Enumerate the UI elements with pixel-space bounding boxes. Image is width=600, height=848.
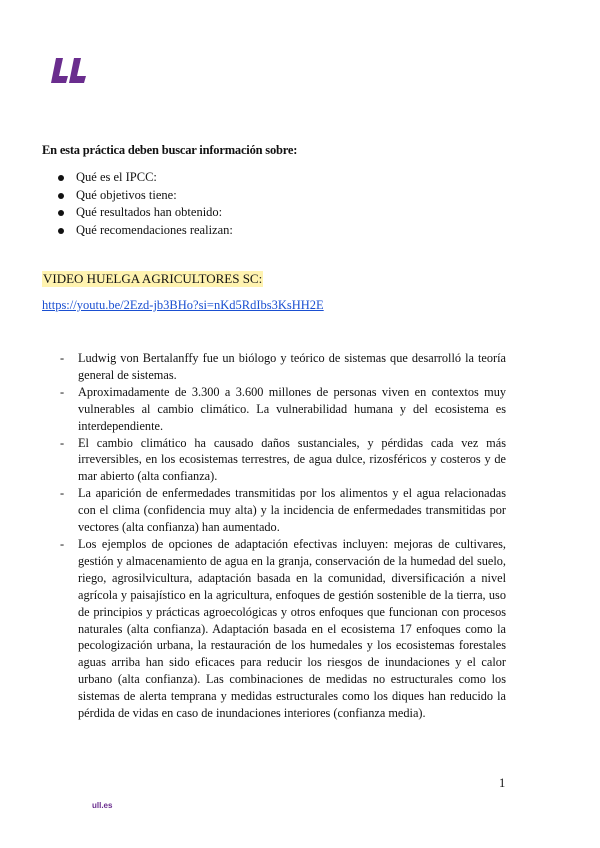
bullet-icon: [58, 175, 64, 181]
list-item: [60, 536, 506, 722]
bullet-icon: [58, 228, 64, 234]
dash-bullet: -: [60, 536, 65, 551]
footer-brand: ull.es: [92, 801, 113, 810]
list-item: [60, 384, 506, 435]
list-item: [60, 435, 506, 486]
list-item-text: La aparición de enfermedades transmitidas por los alimentos y el agua relacionadas con el clima (confidencia muy alta) y la incidencia de enfermedades transmitidas por vectores (alta confianza) han aumentado.: [78, 486, 506, 535]
list-item: [58, 204, 233, 222]
bullet-icon: [58, 210, 64, 216]
ull-logo-icon: [50, 56, 90, 84]
questions-list: [58, 169, 233, 239]
list-item: [60, 350, 506, 384]
dash-bullet: -: [60, 486, 65, 501]
list-item-text: El cambio climático ha causado daños sustanciales, y pérdidas cada vez más irreversibles, en los ecosistemas terrestres, de agua dulce, rizosféricos y costeros y de mar abierto (alta confianza).: [78, 435, 506, 484]
list-item: [60, 485, 506, 536]
list-item-text: Qué es el IPCC:: [76, 170, 157, 184]
bullet-icon: [58, 193, 64, 199]
video-title: VIDEO HUELGA AGRICULTORES SC:: [43, 271, 263, 286]
list-item-text: Aproximadamente de 3.300 a 3.600 millones de personas viven en contextos muy vulnerables al cambio climático. La vulnerabilidad humana y del ecosistema es interdependiente.: [78, 384, 506, 433]
page-number: 1: [499, 776, 506, 790]
list-item: [58, 169, 233, 187]
list-item: [58, 222, 233, 240]
facts-list: [60, 350, 506, 722]
dash-bullet: -: [60, 351, 65, 365]
list-item-text: Ludwig von Bertalanffy fue un biólogo y teórico de sistemas que desarrolló la teoría general de sistemas.: [78, 351, 506, 382]
list-item-text: Qué recomendaciones realizan:: [76, 222, 233, 237]
list-item: [58, 187, 233, 205]
instructions-heading: En esta práctica deben buscar información sobre:: [42, 143, 298, 157]
video-link[interactable]: https://youtu.be/2Ezd-jb3BHo?si=nKd5RdIbs3KsHH2E: [42, 298, 324, 312]
dash-bullet: -: [60, 384, 65, 399]
list-item-text: Los ejemplos de opciones de adaptación efectivas incluyen: mejoras de cultivares, gestión y almacenamiento de agua en la granja, conservación de la humedad del suelo, riego, agrosilvicultura, adaptación basada en la comunidad, diversificación a nivel agrícola y paisajístico en la agricultura, enfoques de gestión sostenible de la tierra, uso de principios y prácticas agroecológicas y otros enfoques que funcionan con procesos naturales (alta confianza). Adaptación basada en el ecosistema 17 enfoques como la pecologización urbana, la restauración de los humedales y los ecosistemas forestales aguas arriba han sido eficaces para reducir los riesgos de inundaciones y el calor urbano (alta confianza). Las combinaciones de medidas no estructurales como los sistemas de alerta temprana y medidas estructurales como los diques han reducido la pérdida de vidas en caso de inundaciones interiores (confianza media).: [78, 536, 506, 721]
list-item-text: Qué objetivos tiene:: [76, 187, 177, 202]
dash-bullet: -: [60, 435, 65, 450]
list-item-text: Qué resultados han obtenido:: [76, 205, 223, 220]
